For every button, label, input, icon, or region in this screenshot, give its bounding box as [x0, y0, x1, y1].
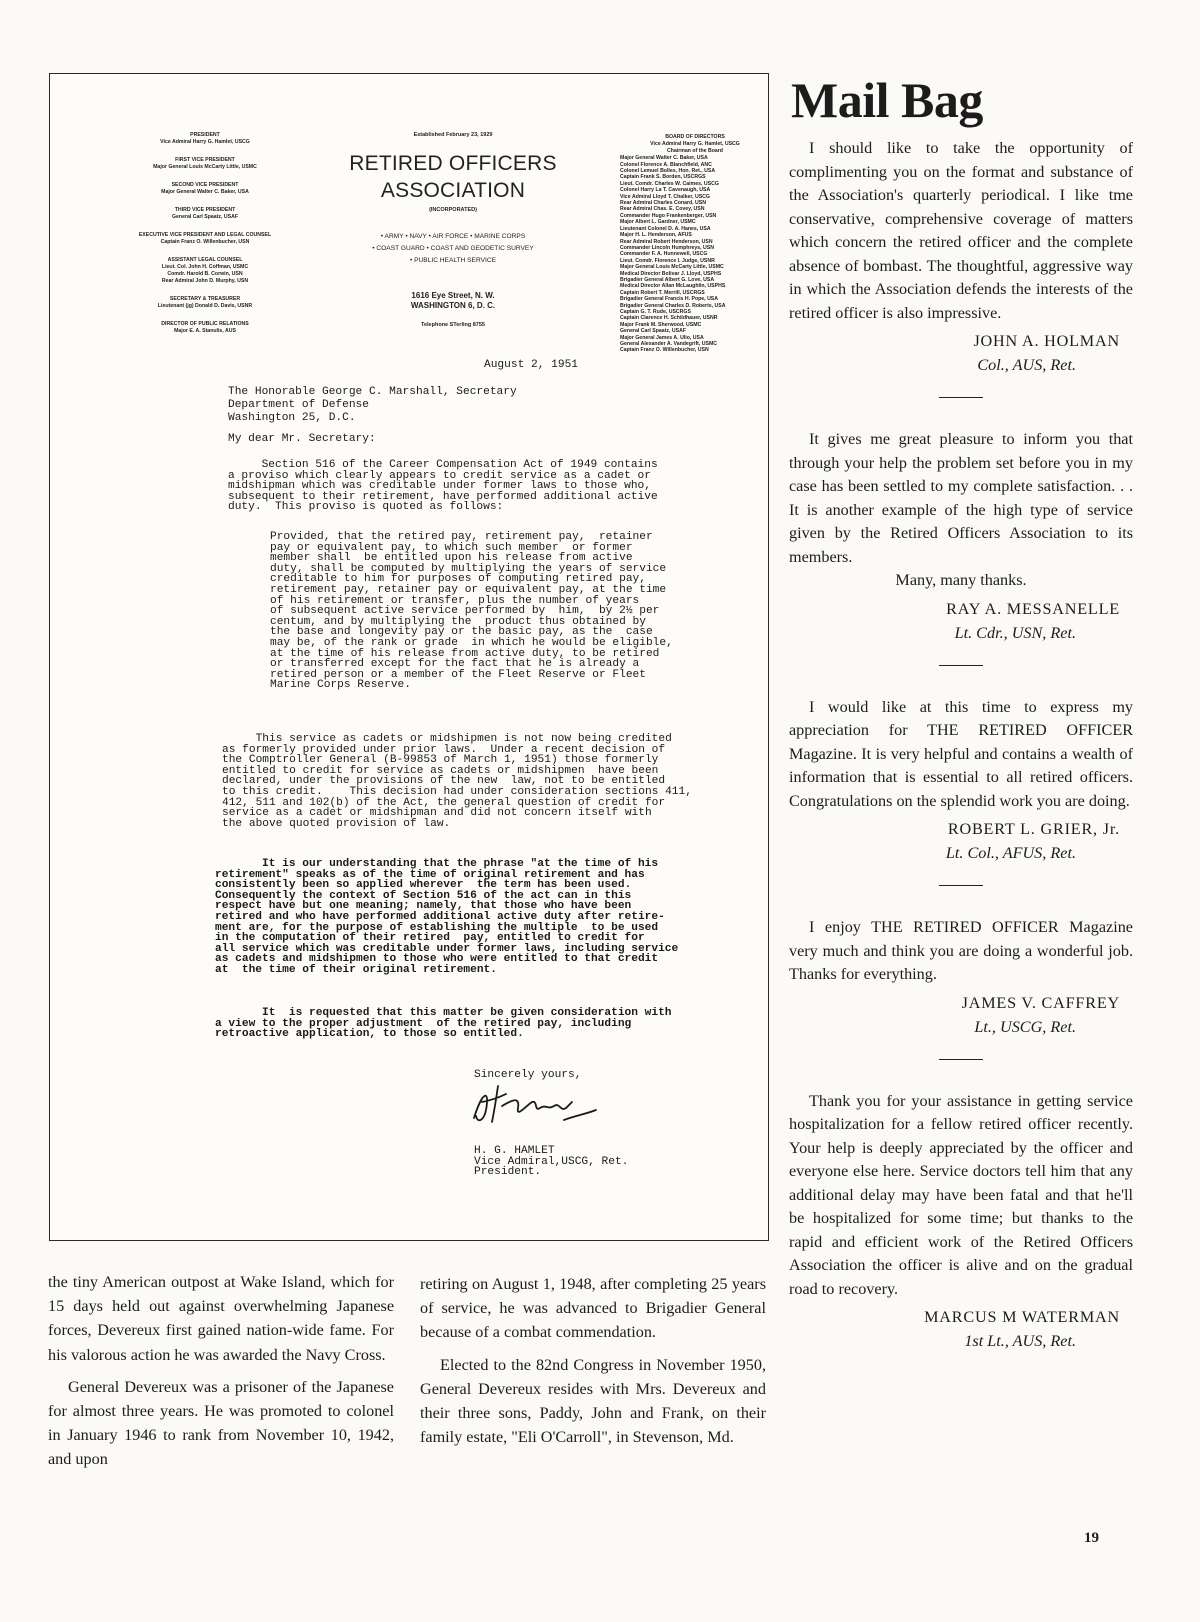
- letter-text: I should like to take the opportunity of complimenting you on the format and substance of the Association's quarterly periodical. I like tme conservative, comprehensive coverage of matters which concern the retired officer and the complete absence of bombast. The thoughtful, aggressive way in which the Association defends the interests of the retired officer is also impressive.: [789, 139, 1133, 322]
- letter-thanks: Many, many thanks.: [895, 571, 1027, 589]
- board-member: Rear Admiral Charles Conard, USN: [620, 200, 707, 207]
- board-member: Colonel Florence A. Blanchfield, ANC: [620, 161, 712, 168]
- board-member: Captain Frank S. Borden, USCRGS: [620, 174, 706, 181]
- board-member-list: [620, 155, 770, 354]
- board-member: Major H. L. Henderson, AFUS: [620, 232, 692, 239]
- letter-separator: [939, 665, 983, 666]
- reader-letter: [789, 916, 1133, 1039]
- letter-signer: [474, 1146, 628, 1178]
- letter-author-rank: Lt. Col., AFUS, Ret.: [945, 844, 1076, 862]
- board-member: Medical Director Allan McLaughlin, USPHS: [620, 283, 726, 290]
- handwritten-signature: [468, 1080, 608, 1130]
- officer-entry: ASSISTANT LEGAL COUNSEL Lieut. Col. John H. Coffman, USMC Comdr. Harold B. Corwin, USN Rear Admiral John D. Murphy, USN: [161, 257, 249, 284]
- letter-text: It gives me great pleasure to inform you that through your help the problem set before you in my case has been settled to my complete satisfaction. . . It is another example of the high type of service given by the Retired Officers Association to its members.: [789, 430, 1133, 566]
- board-member: Major General Walter C. Baker, USA: [620, 155, 708, 162]
- board-member: Lieut. Comdr. Florence I. Judge, USNR: [620, 257, 715, 264]
- letter-text: I would like at this time to express my appreciation for THE RETIRED OFFICER Magazine. It is very helpful and contains a wealth of information that is essential to all retired officers. Congratulations on the splendid work you are doing.: [789, 697, 1133, 810]
- article-column-middle: [420, 1272, 766, 1449]
- mail-bag-title: Mail Bag: [791, 72, 983, 128]
- page-number: 19: [1084, 1530, 1099, 1546]
- letter-separator: [939, 1059, 983, 1060]
- letter-salutation: My dear Mr. Secretary:: [228, 433, 376, 445]
- article-paragraph: the tiny American outpost at Wake Island, which for 15 days held out against overwhelming Japanese forces, Devereux first gained nation-wide fame. For his valorous action he was awarded the Navy Cross.: [48, 1273, 394, 1364]
- letter-paragraph: This service as cadets or midshipmen is not now being credited as formerly provided under prior laws. Under a recent decision of the Comptroller General (B-99853 of March 1, 1951) those formerly entitled to credit for service as cadets or midshipmen have been declared, under the provisions of the new law, not to be entitled to this credit. This decision had under consideration sections 411, 412, 511 and 102(b) of the Act, the general question of credit for service as a cadet or midshipman and did not concern itself with the above quoted provision of law.: [222, 733, 692, 830]
- board-member: Brigadier General Charles D. Roberts, USA: [620, 302, 726, 309]
- letterhead-officers: [110, 132, 300, 346]
- letter-paragraph: Section 516 of the Career Compensation Act of 1949 contains a proviso which clearly appears to credit service as a cadet or midshipman which was creditable under former laws to those who, subsequent to their retirement, have performed additional active duty. This proviso is quoted as follows:: [228, 459, 658, 514]
- officer-entry: THIRD VICE PRESIDENT General Carl Spaatz, USAF: [171, 207, 239, 220]
- board-title: BOARD OF DIRECTORS: [665, 134, 725, 140]
- officer-entry: EXECUTIVE VICE PRESIDENT AND LEGAL COUNSEL Captain Franz O. Willenbucher, USN: [138, 232, 272, 245]
- signer-role: President.: [474, 1166, 542, 1179]
- letter-text: Thank you for your assistance in getting service hospitalization for a fellow retired officer recently. Your help is deeply appreciated by the officer and everyone else here. Service doctors tell him that any additional delay may have been fatal and that he'll be hospitalized for some time; but thanks to the rapid and efficient work of the Retired Officers Association the officer is alive and on the gradual road to recovery.: [789, 1091, 1133, 1298]
- letter-author-name: JAMES V. CAFFREY: [961, 993, 1120, 1012]
- signer-name: H. G. HAMLET: [474, 1145, 555, 1157]
- board-member: Major General Louis McCarty Little, USMC: [620, 264, 724, 271]
- article-paragraph: retiring on August 1, 1948, after completing 25 years of service, he was advanced to Brigadier General because of a combat commendation.: [420, 1275, 766, 1342]
- board-member: Lieutenant Colonel D. A. Hanes, USA: [620, 225, 711, 232]
- board-member: Rear Admiral Robert Henderson, USN: [620, 238, 713, 245]
- letter-paragraph: It is our understanding that the phrase "at the time of his retirement" speaks as of the time of original retirement and has consistently been so applied wherever the term has been used. Consequently the context of Section 516 of the act can in this respect have but one meaning; namely, that those who have been retired and who have performed additional active duty after retire- ment are, for the purpose of establishing the multiple to be used in the computation of their retired pay, entitled to credit for all service which was creditable under former laws, including service as cadets and midshipmen to those who were entitled to that credit at the time of their original retirement.: [215, 858, 679, 976]
- reader-letter: [789, 428, 1133, 645]
- board-of-directors: [620, 134, 770, 354]
- letter-author-rank: 1st Lt., AUS, Ret.: [964, 1332, 1076, 1350]
- letterhead-center: [318, 132, 588, 328]
- board-member: Lieut. Comdr. Charles W. Caimes, USCG: [620, 180, 719, 187]
- letter-facsimile: [49, 73, 769, 1241]
- board-member: Commander Hugo Frankenberger, USN: [620, 212, 717, 219]
- board-member: Commander F. A. Hunnewell, USCG: [620, 251, 708, 258]
- letterhead-address: 1616 Eye Street, N. W. WASHINGTON 6, D. C.: [410, 291, 496, 310]
- board-member: Colonel Lemuel Bolles, Hon. Ret., USA: [620, 168, 716, 175]
- mail-bag-letters: [789, 137, 1133, 1353]
- board-member: Rear Admiral Chas. E. Covey, USN: [620, 206, 705, 213]
- letter-text: I enjoy THE RETIRED OFFICER Magazine very much and think you are doing a wonderful job. Thanks for everything.: [789, 918, 1133, 983]
- incorporated-line: (INCORPORATED): [429, 207, 477, 213]
- letter-author-name: ROBERT L. GRIER, Jr.: [947, 820, 1120, 838]
- signer-title: Vice Admiral,USCG, Ret.: [474, 1155, 629, 1168]
- letter-closing: Sincerely yours,: [474, 1069, 582, 1081]
- letter-recipient: The Honorable George C. Marshall, Secretary Department of Defense Washington 25, D.C.: [228, 386, 517, 424]
- board-member: Captain Franz O. Willenbucher, USN: [620, 347, 709, 354]
- letter-author-name: JOHN A. HOLMAN: [973, 332, 1120, 350]
- board-member: Major Albert L. Gardner, USMC: [620, 219, 696, 226]
- officer-entry: PRESIDENT Vice Admiral Harry G. Hamlet, USCG: [160, 132, 250, 145]
- board-chairman: Vice Admiral Harry G. Hamlet, USCG Chairman of the Board: [650, 141, 740, 154]
- letter-author-name: RAY A. MESSANELLE: [946, 599, 1120, 618]
- services-list: • ARMY • NAVY • AIR FORCE • MARINE CORPS • COAST GUARD • COAST AND GEODETIC SURVEY • PUBLIC HEALTH SERVICE: [372, 233, 534, 264]
- letter-separator: [939, 397, 983, 398]
- board-member: General Carl Spaatz, USAF: [620, 328, 687, 335]
- reader-letter: [789, 1090, 1133, 1354]
- established-line: Established February 23, 1929: [413, 132, 493, 138]
- organization-name: RETIRED OFFICERS ASSOCIATION: [349, 152, 557, 202]
- board-member: Vice Admiral Lloyd T. Chalker, USCG: [620, 193, 710, 200]
- board-member: Captain Robert T. Merrill, USCRGS: [620, 289, 705, 296]
- letter-author-rank: Col., AUS, Ret.: [977, 356, 1076, 374]
- board-member: Brigadier General Francis H. Pope, USA: [620, 296, 719, 303]
- board-member: Major General James A. Ulio, USA: [620, 334, 704, 341]
- letter-separator: [939, 885, 983, 886]
- board-member: Medical Director Bolivar J. Lloyd, USPHS: [620, 270, 722, 277]
- letter-author-name: MARCUS M WATERMAN: [924, 1308, 1120, 1326]
- officer-entry: SECOND VICE PRESIDENT Major General Walter C. Baker, USA: [161, 182, 249, 195]
- letterhead-telephone: Telephone STerling 8755: [421, 322, 485, 328]
- letter-date: August 2, 1951: [484, 359, 578, 371]
- letter-author-rank: Lt. Cdr., USN, Ret.: [954, 623, 1076, 642]
- article-column-left: [48, 1270, 394, 1472]
- board-member: General Alexander A. Vandegrift, USMC: [620, 341, 718, 347]
- article-paragraph: General Devereux was a prisoner of the Japanese for almost three years. He was promoted to colonel in January 1946 to rank from November 10, 1942, and upon: [48, 1377, 394, 1469]
- officer-entry: FIRST VICE PRESIDENT Major General Louis McCarty Little, USMC: [153, 157, 257, 170]
- board-member: Commander Lincoln Humphreys, USN: [620, 244, 714, 251]
- board-member: Major Frank M. Sherwood, USMC: [620, 321, 702, 328]
- board-member: Captain Clarence H. Schildhauer, USNR: [620, 315, 718, 322]
- letter-quoted-proviso: Provided, that the retired pay, retirement pay, retainer pay or equivalent pay, to which such member or former member shall be entitled upon his release from active duty, shall be computed by multiplying the years of service creditable to him for purposes of computing retired pay, retirement pay, retainer pay or equivalent pay, at the time of his retirement or transfer, plus the number of years of subsequent active service performed by him, by 2½ per centum, and by multiplying the product thus obtained by the base and longevity pay or the basic pay, as the case may be, of the rank or grade in which he would be eligible, at the time of his release from active duty, to be retired or transferred except for the fact that he is already a retired person or a member of the Fleet Reserve or Fleet Marine Corps Reserve.: [270, 531, 673, 692]
- letter-author-rank: Lt., USCG, Ret.: [974, 1017, 1076, 1036]
- officer-entry: SECRETARY & TREASURER Lieutenant (jg) Donald D. Davis, USNR: [157, 296, 253, 309]
- letter-paragraph: It is requested that this matter be given consideration with a view to the proper adjustment of the retired pay, including retroactive application, to those so entitled.: [215, 1007, 672, 1041]
- board-member: Colonel Harry La T. Cavenaugh, USA: [620, 187, 711, 194]
- officer-entry: DIRECTOR OF PUBLIC RELATIONS Major E. A. Stanulis, AUS: [161, 321, 249, 334]
- board-member: Captain G. T. Rude, USCRGS: [620, 308, 691, 315]
- article-paragraph: Elected to the 82nd Congress in November 1950, General Devereux resides with Mrs. Devereux and their three sons, Paddy, John and Frank, on their family estate, "Eli O'Carroll", in Stevenson, Md.: [420, 1355, 766, 1447]
- reader-letter: [789, 696, 1133, 866]
- reader-letter: [789, 137, 1133, 377]
- board-member: Brigadier General Albert G. Love, USA: [620, 276, 715, 283]
